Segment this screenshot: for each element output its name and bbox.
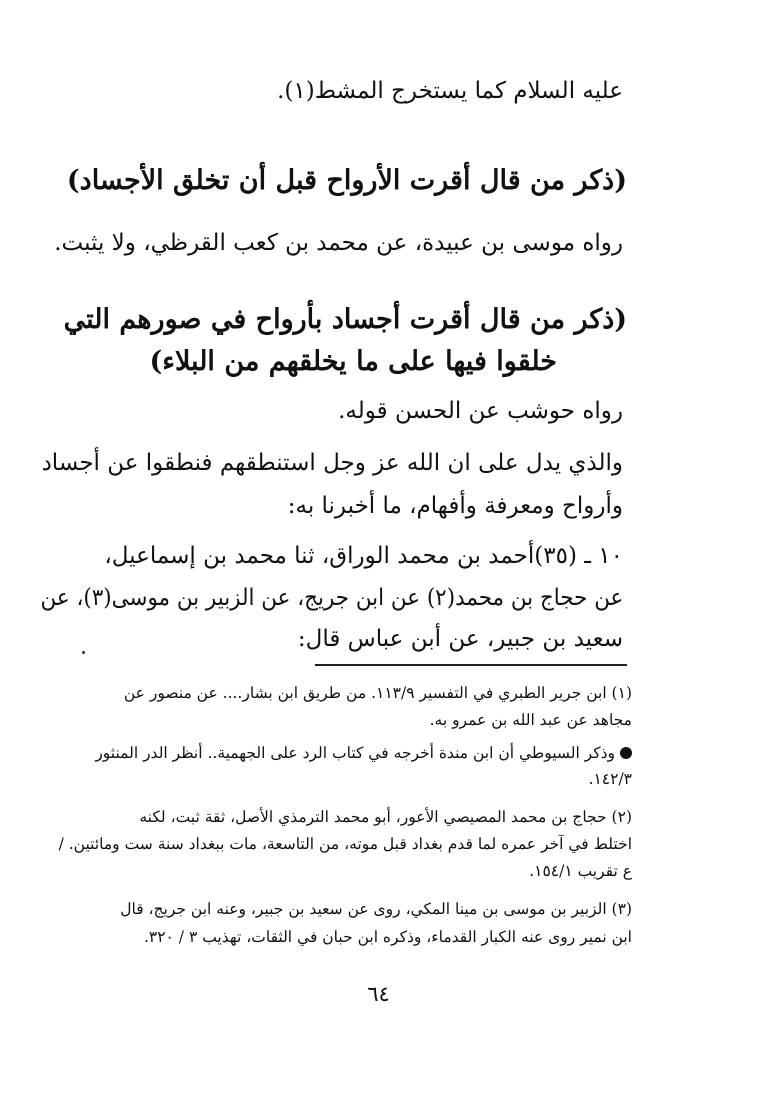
paragraph-line-1: والذي يدل على ان الله عز وجل استنطقهم فنطقوا عن أجساد [41, 450, 623, 476]
footnote-1b-text: وذكر السيوطي أن ابن مندة أخرجه في كتاب الرد على الجهمية.. أنظر الدر المنثور [95, 744, 615, 762]
footnote-1-line-1: (١) ابن جرير الطبري في التفسير ١١٣/٩. من طريق ابن بشار.... عن منصور عن [123, 684, 632, 702]
hadith-chain-line-2: عن حجاج بن محمد(٢) عن ابن جريج، عن الزبير بن موسى(٣)، عن [40, 585, 623, 611]
section-heading-2-line-2: خلقوا فيها على ما يخلقهم من البلاء) [149, 346, 557, 377]
footnote-2-line-2: اختلط في آخر عمره لما قدم بغداد قبل موته، من التاسعة، مات ببغداد سنة ست ومائتين. / [58, 835, 632, 853]
footnote-1-line-2: مجاهد عن عبد الله بن عمرو به. [429, 711, 632, 729]
footnote-3-line-1: (٣) الزبير بن موسى بن مينا المكي، روى عن سعيد بن جبير، وعنه ابن جريج، قال [120, 900, 632, 918]
paragraph-line-2: وأرواح ومعرفة وأفهام، ما أخبرنا به: [287, 493, 623, 519]
body-continuation-line: عليه السلام كما يستخرج المشط(١). [277, 78, 623, 104]
footnote-3-line-2: ابن نمير روى عنه الكبار القدماء، وذكره ابن حبان في الثقات، تهذيب ٣ / ٣٢٠. [143, 928, 632, 946]
narration-line-1: رواه موسى بن عبيدة، عن محمد بن كعب القرظي، ولا يثبت. [54, 230, 623, 256]
stray-mark [82, 651, 85, 654]
footnote-2-line-3: ع تقريب ١٥٤/١. [529, 862, 632, 880]
footnote-1b-line-1 [95, 746, 632, 762]
bullet-icon [620, 747, 632, 759]
section-heading-2-line-1: (ذكر من قال أقرت أجساد بأرواح في صورهم التي [63, 304, 627, 335]
section-heading-1: (ذكر من قال أقرت الأرواح قبل أن تخلق الأجساد) [66, 165, 627, 196]
hadith-chain-line-1: ١٠ ـ (٣٥)أحمد بن محمد الوراق، ثنا محمد بن إسماعيل، [104, 543, 623, 569]
footnote-1b-line-2: ١٤٢/٣. [588, 770, 632, 788]
narration-line-2: رواه حوشب عن الحسن قوله. [338, 398, 623, 424]
footnote-separator [315, 664, 627, 666]
page-number: ٦٤ [367, 982, 390, 1006]
footnote-2-line-1: (٢) حجاج بن محمد المصيصي الأعور، أبو محمد الترمذي الأصل، ثقة ثبت، لكنه [139, 808, 632, 826]
hadith-chain-line-3: سعيد بن جبير، عن أبن عباس قال: [297, 626, 623, 652]
